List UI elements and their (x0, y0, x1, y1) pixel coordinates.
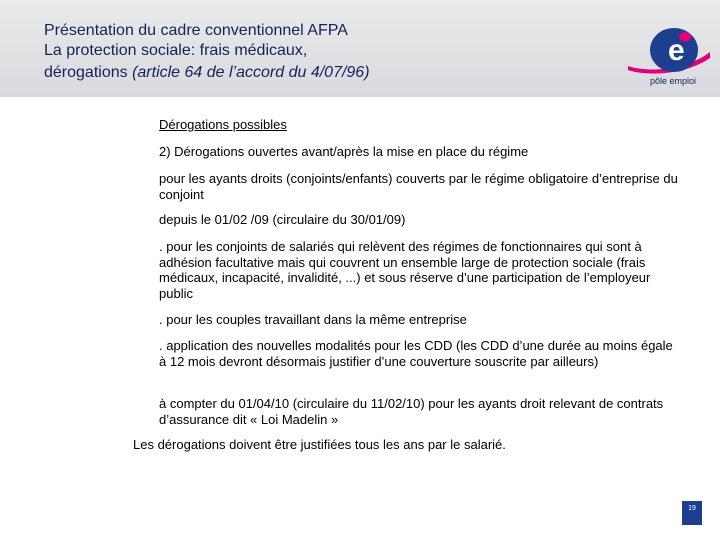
paragraph-cdd: . application des nouvelles modalités pour les CDD (les CDD d’une durée au moins égale à 12 mois devront désormais justifier d’une couverture souscrite par ailleurs) (159, 338, 673, 369)
paragraph-ayants-droits: pour les ayants droits (conjoints/enfants) couverts par le régime obligatoire d’entreprise du conjoint (159, 171, 678, 202)
section-heading: Dérogations possibles (159, 117, 287, 132)
paragraph-conjoints-fonctionnaires: . pour les conjoints de salariés qui relèvent des régimes de fonctionnaires qui sont à adhésion facultative mais qui couvrent un ensemble large de protection sociale (frais médicaux, incapacité, invalidité, ...) et sous réserve d’une participation de l’employeur public (159, 239, 651, 301)
pole-emploi-logo-icon (624, 12, 714, 76)
header-title-line3 (44, 64, 370, 82)
paragraph-date-circulaire: depuis le 01/02 /09 (circulaire du 30/01/09) (159, 212, 406, 227)
paragraph-loi-madelin: à compter du 01/04/10 (circulaire du 11/02/10) pour les ayants droit relevant de contrats d’assurance dit « Loi Madelin » (159, 396, 664, 427)
slide-header (0, 0, 720, 97)
conclusion-text: Les dérogations doivent être justifiées tous les ans par le salarié. (133, 437, 506, 452)
page-number-badge (682, 501, 702, 525)
logo-text: pôle emploi (650, 76, 697, 86)
header-title-line2: La protection sociale: frais médicaux, (44, 42, 308, 59)
header-title-line3-main: dérogations (44, 64, 133, 81)
page-number: 19 (688, 505, 696, 512)
paragraph-couples: . pour les couples travaillant dans la même entreprise (159, 312, 467, 327)
pole-emploi-logo (624, 12, 714, 94)
section-subheading: 2) Dérogations ouvertes avant/après la mise en place du régime (159, 144, 529, 159)
header-title-line1: Présentation du cadre conventionnel AFPA (44, 22, 348, 39)
svg-text:e: e (668, 34, 685, 67)
header-title-line3-italic: (article 64 de l’accord du 4/07/96) (132, 64, 370, 81)
